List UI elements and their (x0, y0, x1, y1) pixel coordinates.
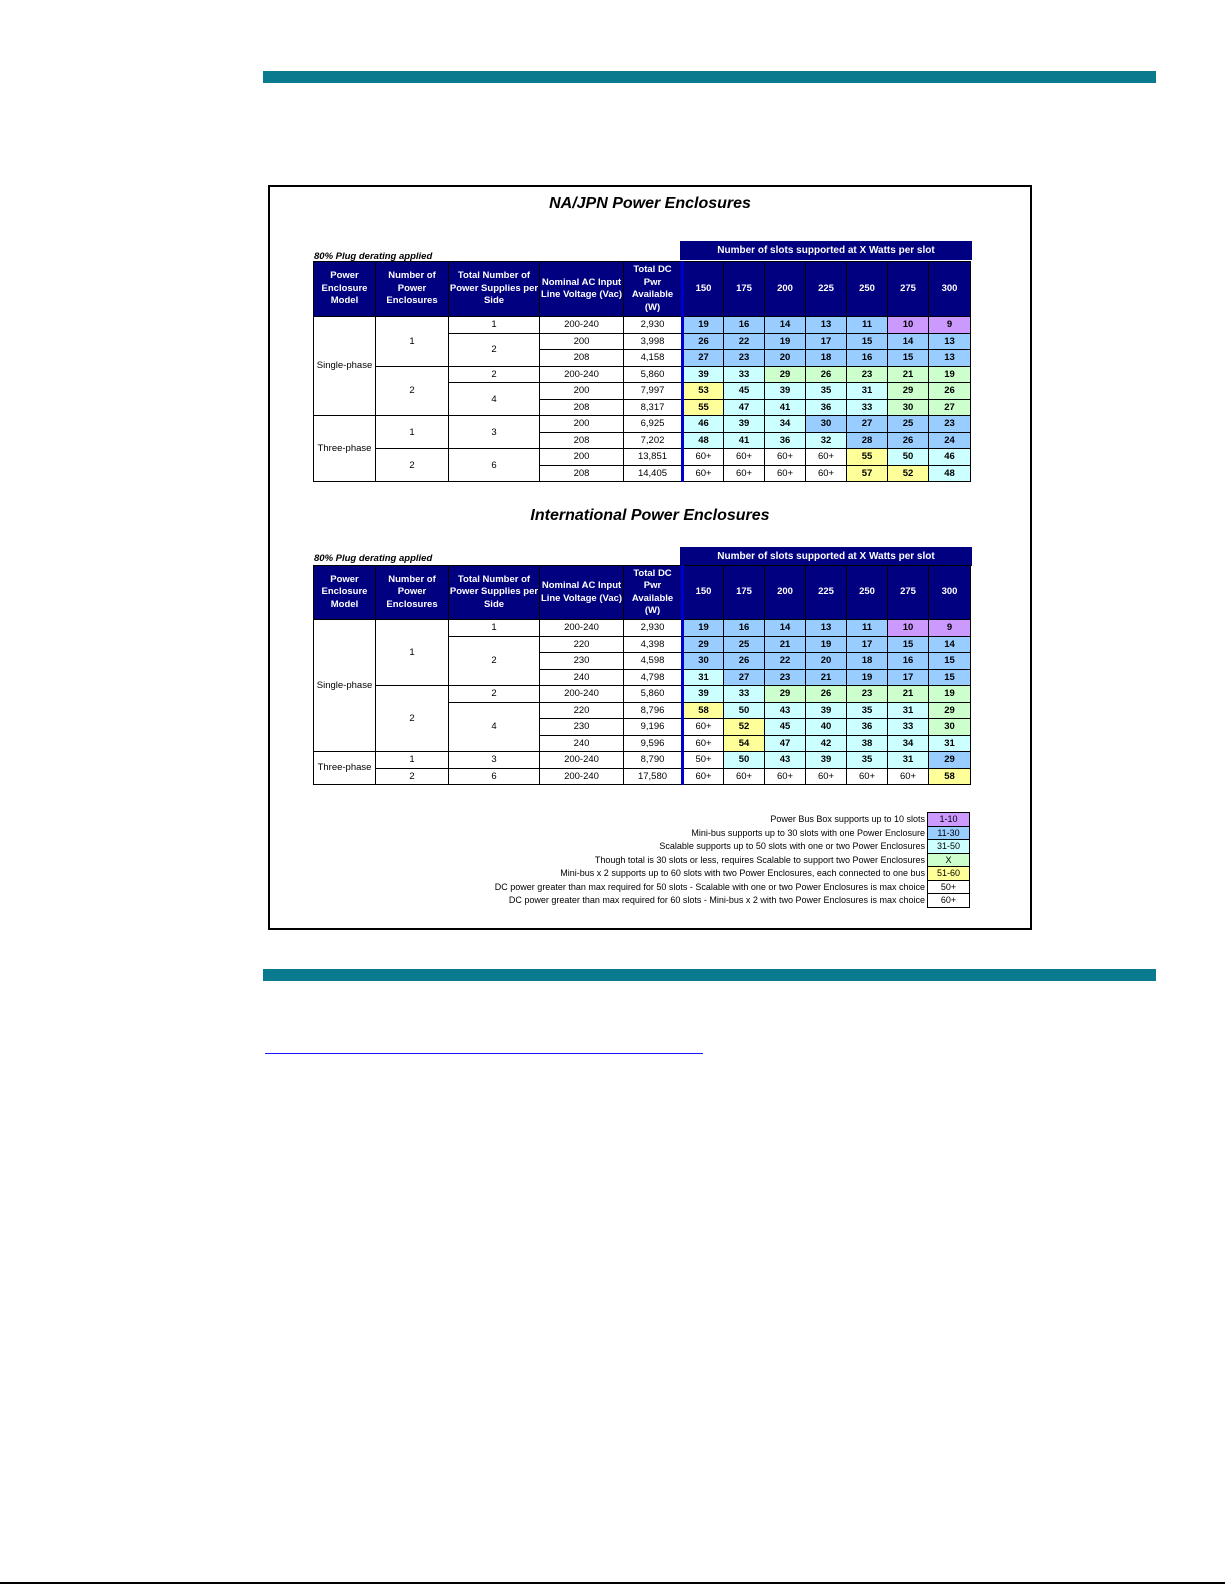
table-row (314, 620, 971, 637)
enclosure-count: 1 (376, 752, 449, 769)
slot-value: 58 (683, 702, 724, 719)
table-row (314, 768, 971, 785)
slot-value: 29 (929, 752, 971, 769)
intl-col-watts: 150 (683, 566, 724, 620)
slot-value: 19 (765, 333, 806, 350)
slot-value: 23 (847, 686, 888, 703)
slot-value: 23 (765, 669, 806, 686)
slot-value: 26 (724, 653, 765, 670)
slot-value: 36 (847, 719, 888, 736)
phase-group-label: Three-phase (314, 416, 376, 482)
slot-value: 23 (847, 366, 888, 383)
slot-value: 26 (888, 432, 929, 449)
slot-value: 43 (765, 702, 806, 719)
intl-col-watts: 300 (929, 566, 971, 620)
slot-value: 35 (847, 752, 888, 769)
slot-value: 60+ (806, 449, 847, 466)
slot-value: 55 (847, 449, 888, 466)
slot-value: 33 (847, 399, 888, 416)
slot-value: 30 (888, 399, 929, 416)
na-col-voltage: Nominal AC Input Line Voltage (Vac) (540, 262, 624, 317)
legend-text: DC power greater than max required for 50 slots - Scalable with one or two Power Enclosures is max choice (494, 881, 925, 892)
slot-value: 39 (683, 686, 724, 703)
voltage-cell: 240 (540, 669, 624, 686)
power-cell: 4,398 (624, 636, 683, 653)
slot-value: 45 (724, 383, 765, 400)
table-row (314, 317, 971, 334)
slot-value: 11 (847, 317, 888, 334)
slot-value: 9 (929, 620, 971, 637)
slot-value: 14 (929, 636, 971, 653)
intl-derating-note: 80% Plug derating applied (314, 553, 433, 564)
legend-swatch: 60+ (928, 894, 970, 908)
legend-item (370, 853, 970, 867)
slot-value: 39 (765, 383, 806, 400)
slot-value: 30 (806, 416, 847, 433)
voltage-cell: 200 (540, 416, 624, 433)
na-power-table (313, 261, 971, 482)
slot-value: 15 (847, 333, 888, 350)
enclosure-count: 2 (376, 366, 449, 416)
slot-value: 60+ (683, 465, 724, 482)
slot-value: 19 (683, 317, 724, 334)
na-col-watts: 175 (724, 262, 765, 317)
legend-swatch: X (928, 853, 970, 867)
na-col-watts: 150 (683, 262, 724, 317)
slot-value: 17 (847, 636, 888, 653)
color-legend (370, 812, 970, 908)
legend-item (370, 840, 970, 854)
intl-power-table (313, 565, 971, 785)
legend-text: Power Bus Box supports up to 10 slots (770, 814, 925, 825)
slot-value: 15 (929, 653, 971, 670)
slot-value: 27 (929, 399, 971, 416)
slot-value: 60+ (765, 465, 806, 482)
slot-value: 21 (765, 636, 806, 653)
slot-value: 18 (847, 653, 888, 670)
na-col-supplies: Total Number of Power Supplies per Side (449, 262, 540, 317)
slot-value: 46 (929, 449, 971, 466)
slot-value: 39 (806, 702, 847, 719)
slot-value: 27 (683, 350, 724, 367)
power-cell: 7,997 (624, 383, 683, 400)
slot-value: 31 (888, 752, 929, 769)
legend-item (370, 880, 970, 894)
slot-value: 39 (806, 752, 847, 769)
table-row (314, 366, 971, 383)
slot-value: 19 (683, 620, 724, 637)
power-cell: 14,405 (624, 465, 683, 482)
slot-value: 22 (765, 653, 806, 670)
slot-value: 20 (806, 653, 847, 670)
enclosure-count: 1 (376, 620, 449, 686)
slot-value: 14 (888, 333, 929, 350)
slot-value: 13 (929, 333, 971, 350)
supply-count: 2 (449, 333, 540, 366)
power-cell: 8,790 (624, 752, 683, 769)
slot-value: 60+ (806, 465, 847, 482)
slot-value: 30 (683, 653, 724, 670)
intl-col-supplies: Total Number of Power Supplies per Side (449, 566, 540, 620)
slot-value: 60+ (888, 768, 929, 785)
slot-value: 19 (847, 669, 888, 686)
slot-value: 47 (724, 399, 765, 416)
slot-value: 27 (847, 416, 888, 433)
slot-value: 31 (683, 669, 724, 686)
power-cell: 13,851 (624, 449, 683, 466)
voltage-cell: 220 (540, 702, 624, 719)
slot-value: 33 (724, 686, 765, 703)
slot-value: 33 (888, 719, 929, 736)
legend-item (370, 826, 970, 840)
intl-col-voltage: Nominal AC Input Line Voltage (Vac) (540, 566, 624, 620)
legend-swatch: 31-50 (928, 840, 970, 854)
slot-value: 29 (888, 383, 929, 400)
na-col-watts: 300 (929, 262, 971, 317)
slot-value: 27 (724, 669, 765, 686)
supply-count: 1 (449, 317, 540, 334)
slot-value: 24 (929, 432, 971, 449)
voltage-cell: 200-240 (540, 620, 624, 637)
voltage-cell: 230 (540, 719, 624, 736)
slot-value: 22 (724, 333, 765, 350)
link-underline[interactable] (265, 1053, 703, 1054)
slot-value: 48 (683, 432, 724, 449)
legend-item (370, 813, 970, 827)
slot-value: 36 (765, 432, 806, 449)
slot-value: 18 (806, 350, 847, 367)
voltage-cell: 208 (540, 432, 624, 449)
slot-value: 19 (929, 686, 971, 703)
enclosure-count: 1 (376, 317, 449, 367)
slot-value: 45 (765, 719, 806, 736)
intl-col-model: Power Enclosure Model (314, 566, 376, 620)
power-cell: 4,798 (624, 669, 683, 686)
slot-value: 23 (724, 350, 765, 367)
slot-value: 20 (765, 350, 806, 367)
slot-value: 16 (724, 620, 765, 637)
power-cell: 2,930 (624, 317, 683, 334)
slot-value: 35 (806, 383, 847, 400)
legend-swatch: 51-60 (928, 867, 970, 881)
slot-value: 16 (888, 653, 929, 670)
slot-value: 35 (847, 702, 888, 719)
intl-slots-banner: Number of slots supported at X Watts per slot (680, 547, 972, 566)
slot-value: 29 (683, 636, 724, 653)
slot-value: 21 (806, 669, 847, 686)
power-cell: 8,796 (624, 702, 683, 719)
legend-text: Mini-bus x 2 supports up to 60 slots with two Power Enclosures, each connected to one bus (560, 868, 925, 879)
slot-value: 25 (888, 416, 929, 433)
slot-value: 11 (847, 620, 888, 637)
power-cell: 2,930 (624, 620, 683, 637)
power-enclosure-figure (268, 185, 1032, 930)
voltage-cell: 208 (540, 350, 624, 367)
slot-value: 40 (806, 719, 847, 736)
na-col-model: Power Enclosure Model (314, 262, 376, 317)
slot-value: 60+ (683, 449, 724, 466)
intl-col-watts: 175 (724, 566, 765, 620)
supply-count: 3 (449, 752, 540, 769)
power-cell: 5,860 (624, 686, 683, 703)
slot-value: 31 (929, 735, 971, 752)
na-col-enclosures: Number of Power Enclosures (376, 262, 449, 317)
intl-col-watts: 225 (806, 566, 847, 620)
slot-value: 50+ (683, 752, 724, 769)
power-cell: 5,860 (624, 366, 683, 383)
phase-group-label: Single-phase (314, 317, 376, 416)
slot-value: 60+ (806, 768, 847, 785)
slot-value: 26 (806, 686, 847, 703)
slot-value: 14 (765, 317, 806, 334)
na-col-watts: 275 (888, 262, 929, 317)
slot-value: 13 (806, 317, 847, 334)
slot-value: 16 (847, 350, 888, 367)
voltage-cell: 200 (540, 449, 624, 466)
phase-group-label: Three-phase (314, 752, 376, 785)
supply-count: 4 (449, 702, 540, 752)
intl-col-watts: 200 (765, 566, 806, 620)
slot-value: 23 (929, 416, 971, 433)
slot-value: 50 (724, 752, 765, 769)
slot-value: 15 (888, 350, 929, 367)
voltage-cell: 200 (540, 383, 624, 400)
slot-value: 60+ (724, 465, 765, 482)
slot-value: 13 (806, 620, 847, 637)
slot-value: 28 (847, 432, 888, 449)
na-col-watts: 225 (806, 262, 847, 317)
slot-value: 50 (724, 702, 765, 719)
slot-value: 21 (888, 366, 929, 383)
slot-value: 26 (806, 366, 847, 383)
legend-swatch: 50+ (928, 880, 970, 894)
supply-count: 3 (449, 416, 540, 449)
slot-value: 43 (765, 752, 806, 769)
supply-count: 2 (449, 636, 540, 686)
power-cell: 9,196 (624, 719, 683, 736)
slot-value: 39 (683, 366, 724, 383)
voltage-cell: 200-240 (540, 752, 624, 769)
supply-count: 2 (449, 686, 540, 703)
slot-value: 60+ (765, 768, 806, 785)
slot-value: 60+ (683, 768, 724, 785)
slot-value: 53 (683, 383, 724, 400)
slot-value: 48 (929, 465, 971, 482)
intl-section-title: International Power Enclosures (530, 507, 770, 524)
slot-value: 52 (724, 719, 765, 736)
power-cell: 9,596 (624, 735, 683, 752)
slot-value: 26 (683, 333, 724, 350)
intl-col-enclosures: Number of Power Enclosures (376, 566, 449, 620)
slot-value: 58 (929, 768, 971, 785)
slot-value: 29 (929, 702, 971, 719)
slot-value: 16 (724, 317, 765, 334)
slot-value: 17 (888, 669, 929, 686)
power-cell: 8,317 (624, 399, 683, 416)
enclosure-count: 2 (376, 449, 449, 482)
slot-value: 10 (888, 620, 929, 637)
supply-count: 6 (449, 768, 540, 785)
supply-count: 1 (449, 620, 540, 637)
supply-count: 4 (449, 383, 540, 416)
voltage-cell: 220 (540, 636, 624, 653)
legend-text: Though total is 30 slots or less, requires Scalable to support two Power Enclosures (594, 854, 925, 865)
slot-value: 60+ (724, 449, 765, 466)
slot-value: 34 (888, 735, 929, 752)
slot-value: 32 (806, 432, 847, 449)
slot-value: 60+ (847, 768, 888, 785)
slot-value: 19 (929, 366, 971, 383)
slot-value: 52 (888, 465, 929, 482)
table-row (314, 416, 971, 433)
slot-value: 33 (724, 366, 765, 383)
intl-col-watts: 250 (847, 566, 888, 620)
na-col-watts: 250 (847, 262, 888, 317)
na-slots-banner: Number of slots supported at X Watts per slot (680, 241, 972, 260)
slot-value: 46 (683, 416, 724, 433)
slot-value: 34 (765, 416, 806, 433)
slot-value: 13 (929, 350, 971, 367)
legend-item (370, 867, 970, 881)
table-row (314, 686, 971, 703)
slot-value: 41 (724, 432, 765, 449)
power-cell: 17,580 (624, 768, 683, 785)
voltage-cell: 208 (540, 465, 624, 482)
voltage-cell: 200-240 (540, 686, 624, 703)
slot-value: 57 (847, 465, 888, 482)
slot-value: 17 (806, 333, 847, 350)
slot-value: 14 (765, 620, 806, 637)
slot-value: 60+ (765, 449, 806, 466)
power-cell: 6,925 (624, 416, 683, 433)
voltage-cell: 200-240 (540, 366, 624, 383)
slot-value: 21 (888, 686, 929, 703)
bottom-divider-bar (263, 969, 1156, 981)
legend-item (370, 894, 970, 908)
slot-value: 9 (929, 317, 971, 334)
power-cell: 4,598 (624, 653, 683, 670)
intl-col-watts: 275 (888, 566, 929, 620)
slot-value: 36 (806, 399, 847, 416)
voltage-cell: 240 (540, 735, 624, 752)
voltage-cell: 200-240 (540, 768, 624, 785)
slot-value: 26 (929, 383, 971, 400)
enclosure-count: 2 (376, 686, 449, 752)
voltage-cell: 200-240 (540, 317, 624, 334)
slot-value: 41 (765, 399, 806, 416)
supply-count: 2 (449, 366, 540, 383)
slot-value: 60+ (683, 735, 724, 752)
slot-value: 54 (724, 735, 765, 752)
legend-swatch: 11-30 (928, 826, 970, 840)
slot-value: 39 (724, 416, 765, 433)
table-row (314, 449, 971, 466)
power-cell: 7,202 (624, 432, 683, 449)
slot-value: 25 (724, 636, 765, 653)
voltage-cell: 200 (540, 333, 624, 350)
voltage-cell: 230 (540, 653, 624, 670)
intl-col-dc-power: Total DC Pwr Available (W) (624, 566, 683, 620)
legend-text: DC power greater than max required for 60 slots - Mini-bus x 2 with two Power Enclosures is max choice (508, 895, 925, 906)
slot-value: 15 (929, 669, 971, 686)
slot-value: 60+ (683, 719, 724, 736)
page-bottom-rule (0, 1582, 1225, 1584)
slot-value: 31 (888, 702, 929, 719)
slot-value: 31 (847, 383, 888, 400)
na-section-title: NA/JPN Power Enclosures (549, 195, 751, 212)
legend-text: Mini-bus supports up to 30 slots with one Power Enclosure (691, 827, 925, 838)
slot-value: 30 (929, 719, 971, 736)
slot-value: 60+ (724, 768, 765, 785)
slot-value: 29 (765, 686, 806, 703)
power-cell: 4,158 (624, 350, 683, 367)
slot-value: 19 (806, 636, 847, 653)
na-derating-note: 80% Plug derating applied (314, 251, 433, 262)
slot-value: 47 (765, 735, 806, 752)
enclosure-count: 2 (376, 768, 449, 785)
slot-value: 10 (888, 317, 929, 334)
table-row (314, 752, 971, 769)
slot-value: 38 (847, 735, 888, 752)
slot-value: 42 (806, 735, 847, 752)
power-cell: 3,998 (624, 333, 683, 350)
legend-text: Scalable supports up to 50 slots with one or two Power Enclosures (659, 841, 925, 852)
phase-group-label: Single-phase (314, 620, 376, 752)
slot-value: 15 (888, 636, 929, 653)
slot-value: 50 (888, 449, 929, 466)
supply-count: 6 (449, 449, 540, 482)
na-col-dc-power: Total DC Pwr Available (W) (624, 262, 683, 317)
na-col-watts: 200 (765, 262, 806, 317)
voltage-cell: 208 (540, 399, 624, 416)
legend-swatch: 1-10 (928, 813, 970, 827)
slot-value: 55 (683, 399, 724, 416)
top-divider-bar (263, 71, 1156, 83)
enclosure-count: 1 (376, 416, 449, 449)
slot-value: 29 (765, 366, 806, 383)
